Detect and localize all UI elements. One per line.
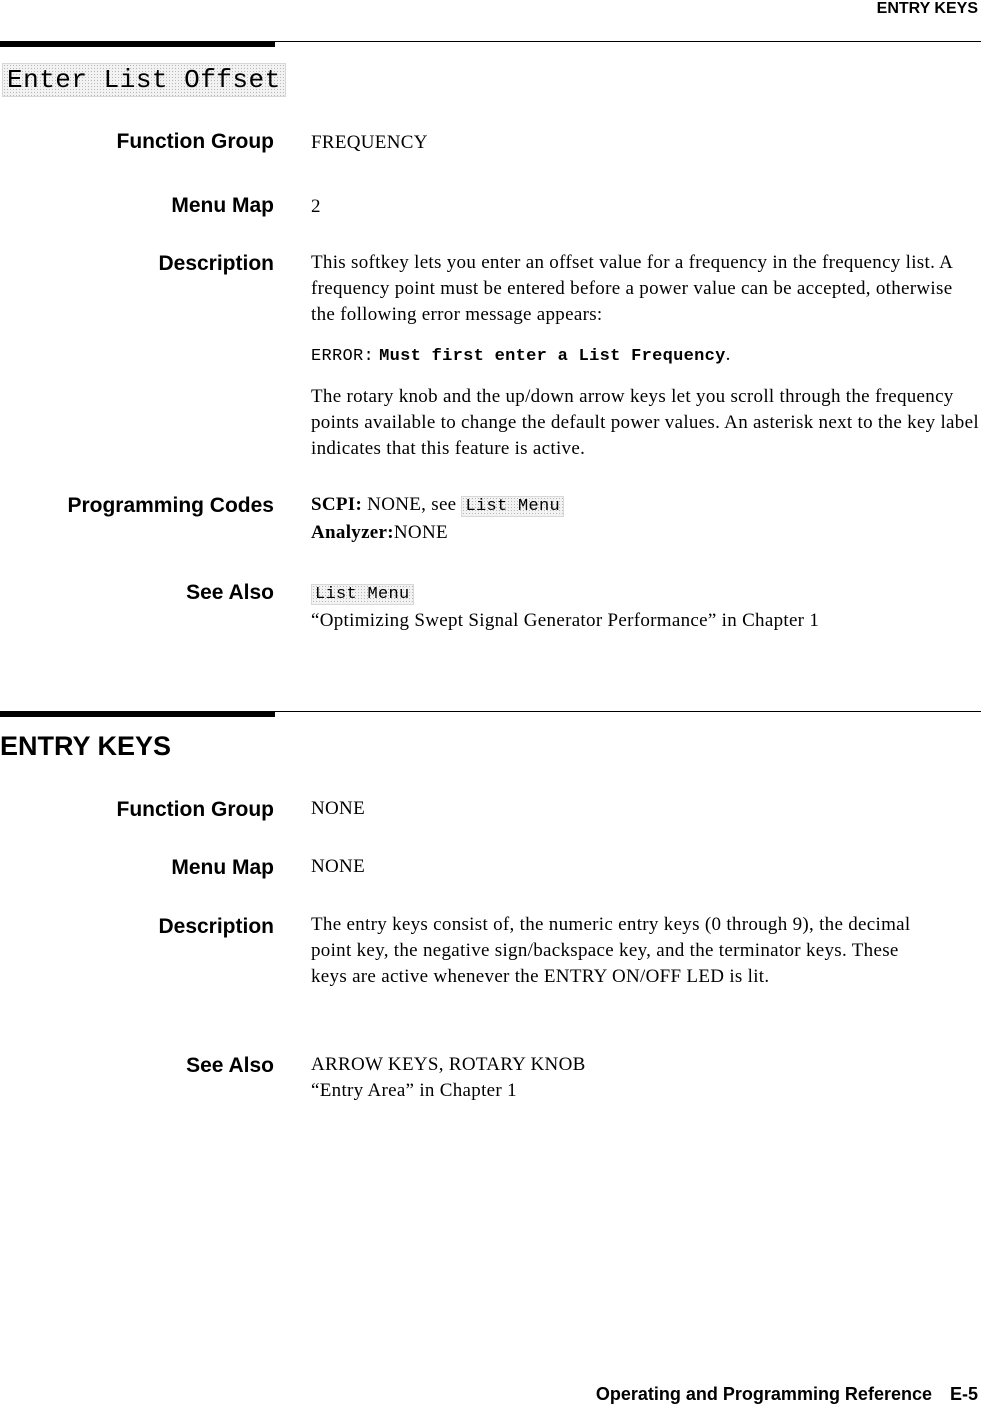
function-group-value-2: NONE <box>311 798 365 819</box>
see-also-keys[interactable]: ARROW KEYS, ROTARY KNOB <box>311 1054 586 1075</box>
programming-codes-label: Programming Codes <box>67 494 274 517</box>
scpi-label: SCPI: <box>311 494 363 515</box>
description-body-2: The entry keys consist of, the numeric entry keys (0 through 9), the decimal point key, the negative sign/backspace key, and the terminator keys. These keys are active whenever the ENTRY ON/OFF LED is lit. <box>311 914 911 987</box>
analyzer-text: NONE <box>393 522 448 543</box>
see-also-reference-2[interactable]: “Entry Area” in Chapter 1 <box>311 1080 517 1101</box>
page-number: E-5 <box>949 1384 978 1404</box>
running-head: ENTRY KEYS <box>876 0 978 17</box>
scpi-text: NONE, see <box>362 494 462 515</box>
function-group-label-2: Function Group <box>116 798 274 821</box>
list-menu-softkey[interactable]: List Menu <box>461 496 564 517</box>
menu-map-label-2: Menu Map <box>171 856 274 879</box>
function-group-label: Function Group <box>116 130 274 153</box>
section-rule-2 <box>0 711 981 719</box>
error-text: Must first enter a List Frequency <box>379 347 726 366</box>
scpi-line <box>311 492 981 520</box>
softkey-title-enter-list-offset: Enter List Offset <box>2 63 286 97</box>
see-also-value-2 <box>311 1052 981 1104</box>
list-menu-softkey-see-also[interactable]: List Menu <box>311 584 414 605</box>
description-paragraph: This softkey lets you enter an offset value for a frequency in the frequency list. A frequency point must be entered before a power value can be accepted, otherwise the following error message appears: <box>311 252 953 325</box>
error-message <box>311 342 981 370</box>
see-also-label: See Also <box>186 581 274 604</box>
see-also-value <box>311 580 981 634</box>
menu-map-label: Menu Map <box>171 194 274 217</box>
error-period: . <box>725 344 731 365</box>
description-body <box>311 250 981 462</box>
programming-codes-value <box>311 492 981 546</box>
analyzer-label: Analyzer: <box>311 522 394 543</box>
page-footer <box>596 1384 978 1405</box>
description-paragraph-2: The rotary knob and the up/down arrow keys let you scroll through the frequency points available to change the default power values. An asterisk next to the key label indicates that this feature is active. <box>311 386 979 459</box>
footer-title: Operating and Programming Reference <box>595 1384 932 1404</box>
analyzer-line <box>311 520 981 546</box>
description-label: Description <box>158 252 274 275</box>
description-label-2: Description <box>158 915 274 938</box>
error-prefix: ERROR: <box>311 347 375 366</box>
section-title-entry-keys: ENTRY KEYS <box>0 731 172 761</box>
see-also-label-2: See Also <box>186 1054 274 1077</box>
see-also-reference[interactable]: “Optimizing Swept Signal Generator Performance” in Chapter 1 <box>311 610 820 631</box>
section-rule-1 <box>0 41 981 49</box>
function-group-value: FREQUENCY <box>311 132 428 153</box>
menu-map-value: 2 <box>311 196 321 217</box>
menu-map-value-2: NONE <box>311 856 365 877</box>
